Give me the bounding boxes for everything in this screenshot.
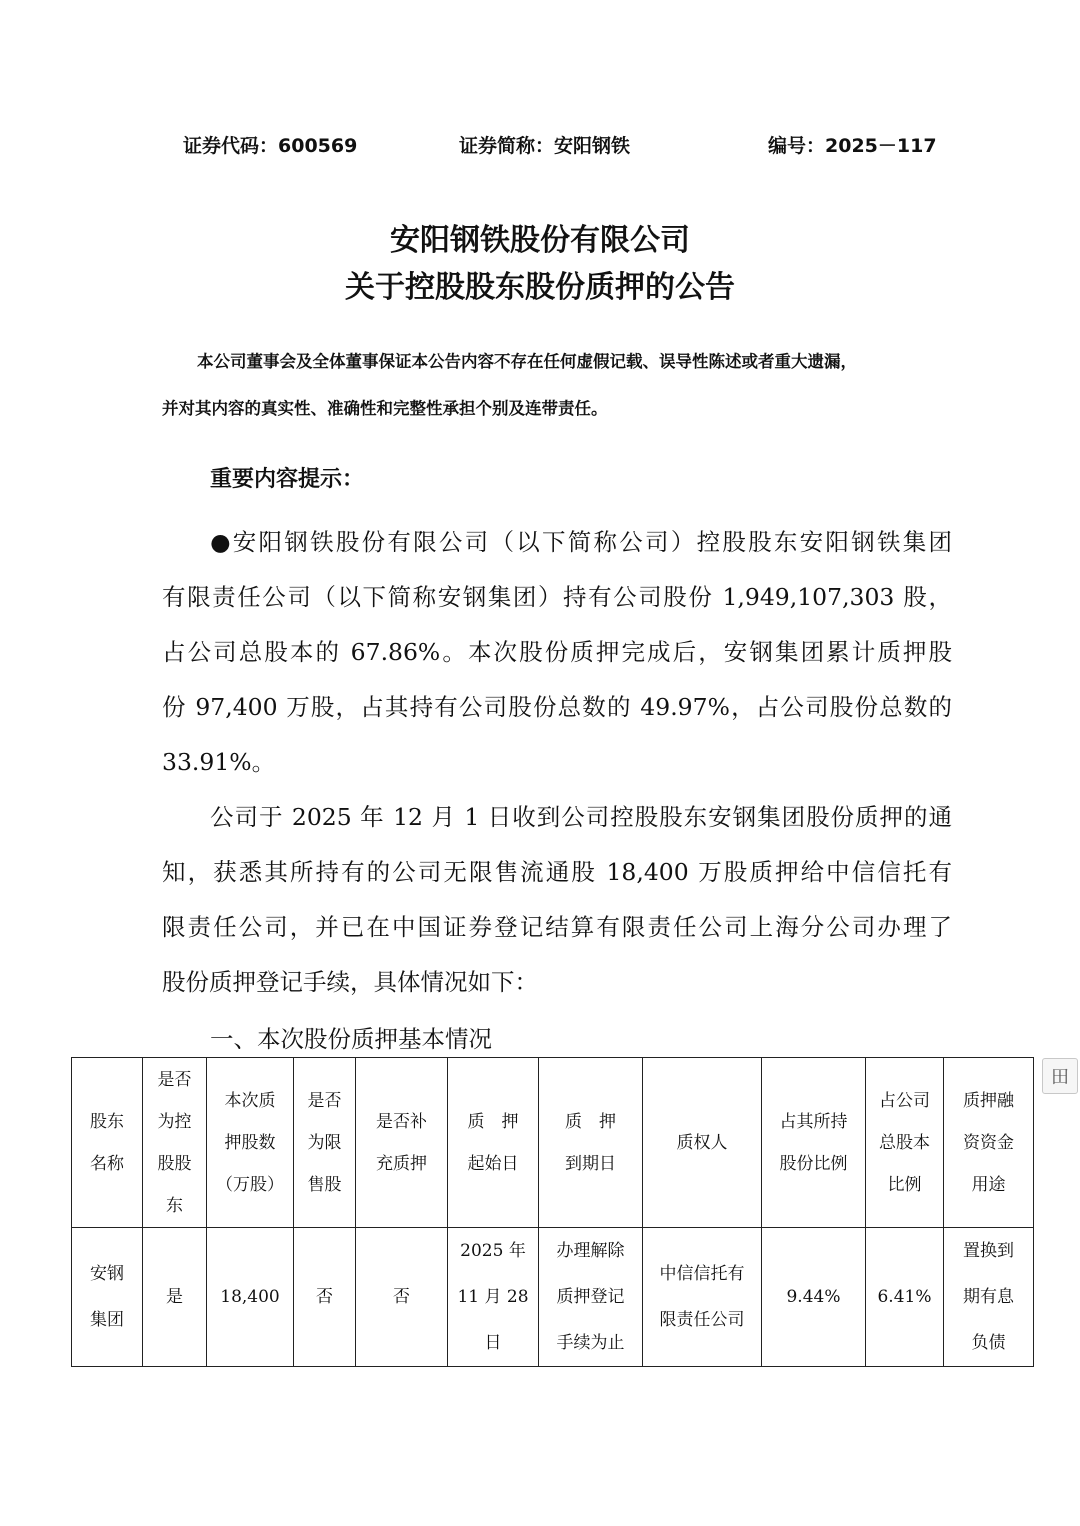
cell-is-supplementary: 否 <box>356 1228 448 1367</box>
paragraph2-line: 公司于 2025 年 12 月 1 日收到公司控股股东安钢集团股份质押的通 <box>210 803 952 831</box>
paragraph1-line: 33.91%。 <box>162 748 276 776</box>
paragraph1-line: 份 97,400 万股，占其持有公司股份总数的 49.97%，占公司股份总数的 <box>162 693 952 721</box>
table-header-row <box>72 1058 1034 1228</box>
paragraph1-line: 占公司总股本的 67.86%。本次股份质押完成后，安钢集团累计质押股 <box>162 638 952 666</box>
paragraph2-line: 股份质押登记手续，具体情况如下： <box>162 968 538 996</box>
cell-holding-ratio: 9.44% <box>762 1228 866 1367</box>
table-icon[interactable]: 田 <box>1042 1058 1078 1094</box>
security-code: 证券代码：600569 <box>183 135 358 157</box>
title-line-1: 安阳钢铁股份有限公司 <box>390 223 690 258</box>
paragraph2-line: 限责任公司，并已在中国证券登记结算有限责任公司上海分公司办理了 <box>162 913 952 941</box>
paragraph1-line: ●安阳钢铁股份有限公司（以下简称公司）控股股东安阳钢铁集团 <box>210 528 952 556</box>
cell-shareholder: 安钢 集团 <box>72 1228 143 1367</box>
security-short-name: 证券简称：安阳钢铁 <box>459 135 631 157</box>
header-cell-is-supplementary: 是否补 充质押 <box>356 1058 448 1228</box>
paragraph2-line: 知，获悉其所持有的公司无限售流通股 18,400 万股质押给中信信托有 <box>162 858 952 886</box>
header-cell-is-restricted: 是否 为限 售股 <box>294 1058 356 1228</box>
header-cell-fund-use: 质押融 资资金 用途 <box>944 1058 1034 1228</box>
section-one-heading: 一、本次股份质押基本情况 <box>210 1025 492 1053</box>
highlights-heading: 重要内容提示： <box>210 467 365 492</box>
header-cell-pledged-shares: 本次质 押股数 （万股） <box>207 1058 294 1228</box>
header-cell-pledgee: 质权人 <box>643 1058 762 1228</box>
cell-pledgee: 中信信托有 限责任公司 <box>643 1228 762 1367</box>
header-cell-total-ratio: 占公司 总股本 比例 <box>866 1058 944 1228</box>
header-cell-is-controlling: 是否 为控 股股 东 <box>143 1058 207 1228</box>
paragraph1-line: 有限责任公司（以下简称安钢集团）持有公司股份 1,949,107,303 股， <box>162 583 952 611</box>
cell-is-controlling: 是 <box>143 1228 207 1367</box>
cell-end-date: 办理解除 质押登记 手续为止 <box>539 1228 643 1367</box>
header-cell-holding-ratio: 占其所持 股份比例 <box>762 1058 866 1228</box>
header-cell-end-date: 质 押 到期日 <box>539 1058 643 1228</box>
header-cell-shareholder: 股东 名称 <box>72 1058 143 1228</box>
disclaimer-line-1: 本公司董事会及全体董事保证本公告内容不存在任何虚假记载、误导性陈述或者重大遗漏， <box>197 352 857 371</box>
cell-start-date: 2025 年 11 月 28 日 <box>448 1228 539 1367</box>
cell-fund-use: 置换到 期有息 负债 <box>944 1228 1034 1367</box>
cell-is-restricted: 否 <box>294 1228 356 1367</box>
title-line-2: 关于控股股东股份质押的公告 <box>345 270 735 305</box>
table-row <box>72 1228 1034 1367</box>
document-header <box>0 131 1080 161</box>
cell-pledged-shares: 18,400 <box>207 1228 294 1367</box>
disclaimer-line-2: 并对其内容的真实性、准确性和完整性承担个别及连带责任。 <box>162 399 608 418</box>
announcement-number: 编号：2025－117 <box>768 135 937 157</box>
pledge-table <box>71 1057 1034 1367</box>
header-cell-start-date: 质 押 起始日 <box>448 1058 539 1228</box>
cell-total-ratio: 6.41% <box>866 1228 944 1367</box>
